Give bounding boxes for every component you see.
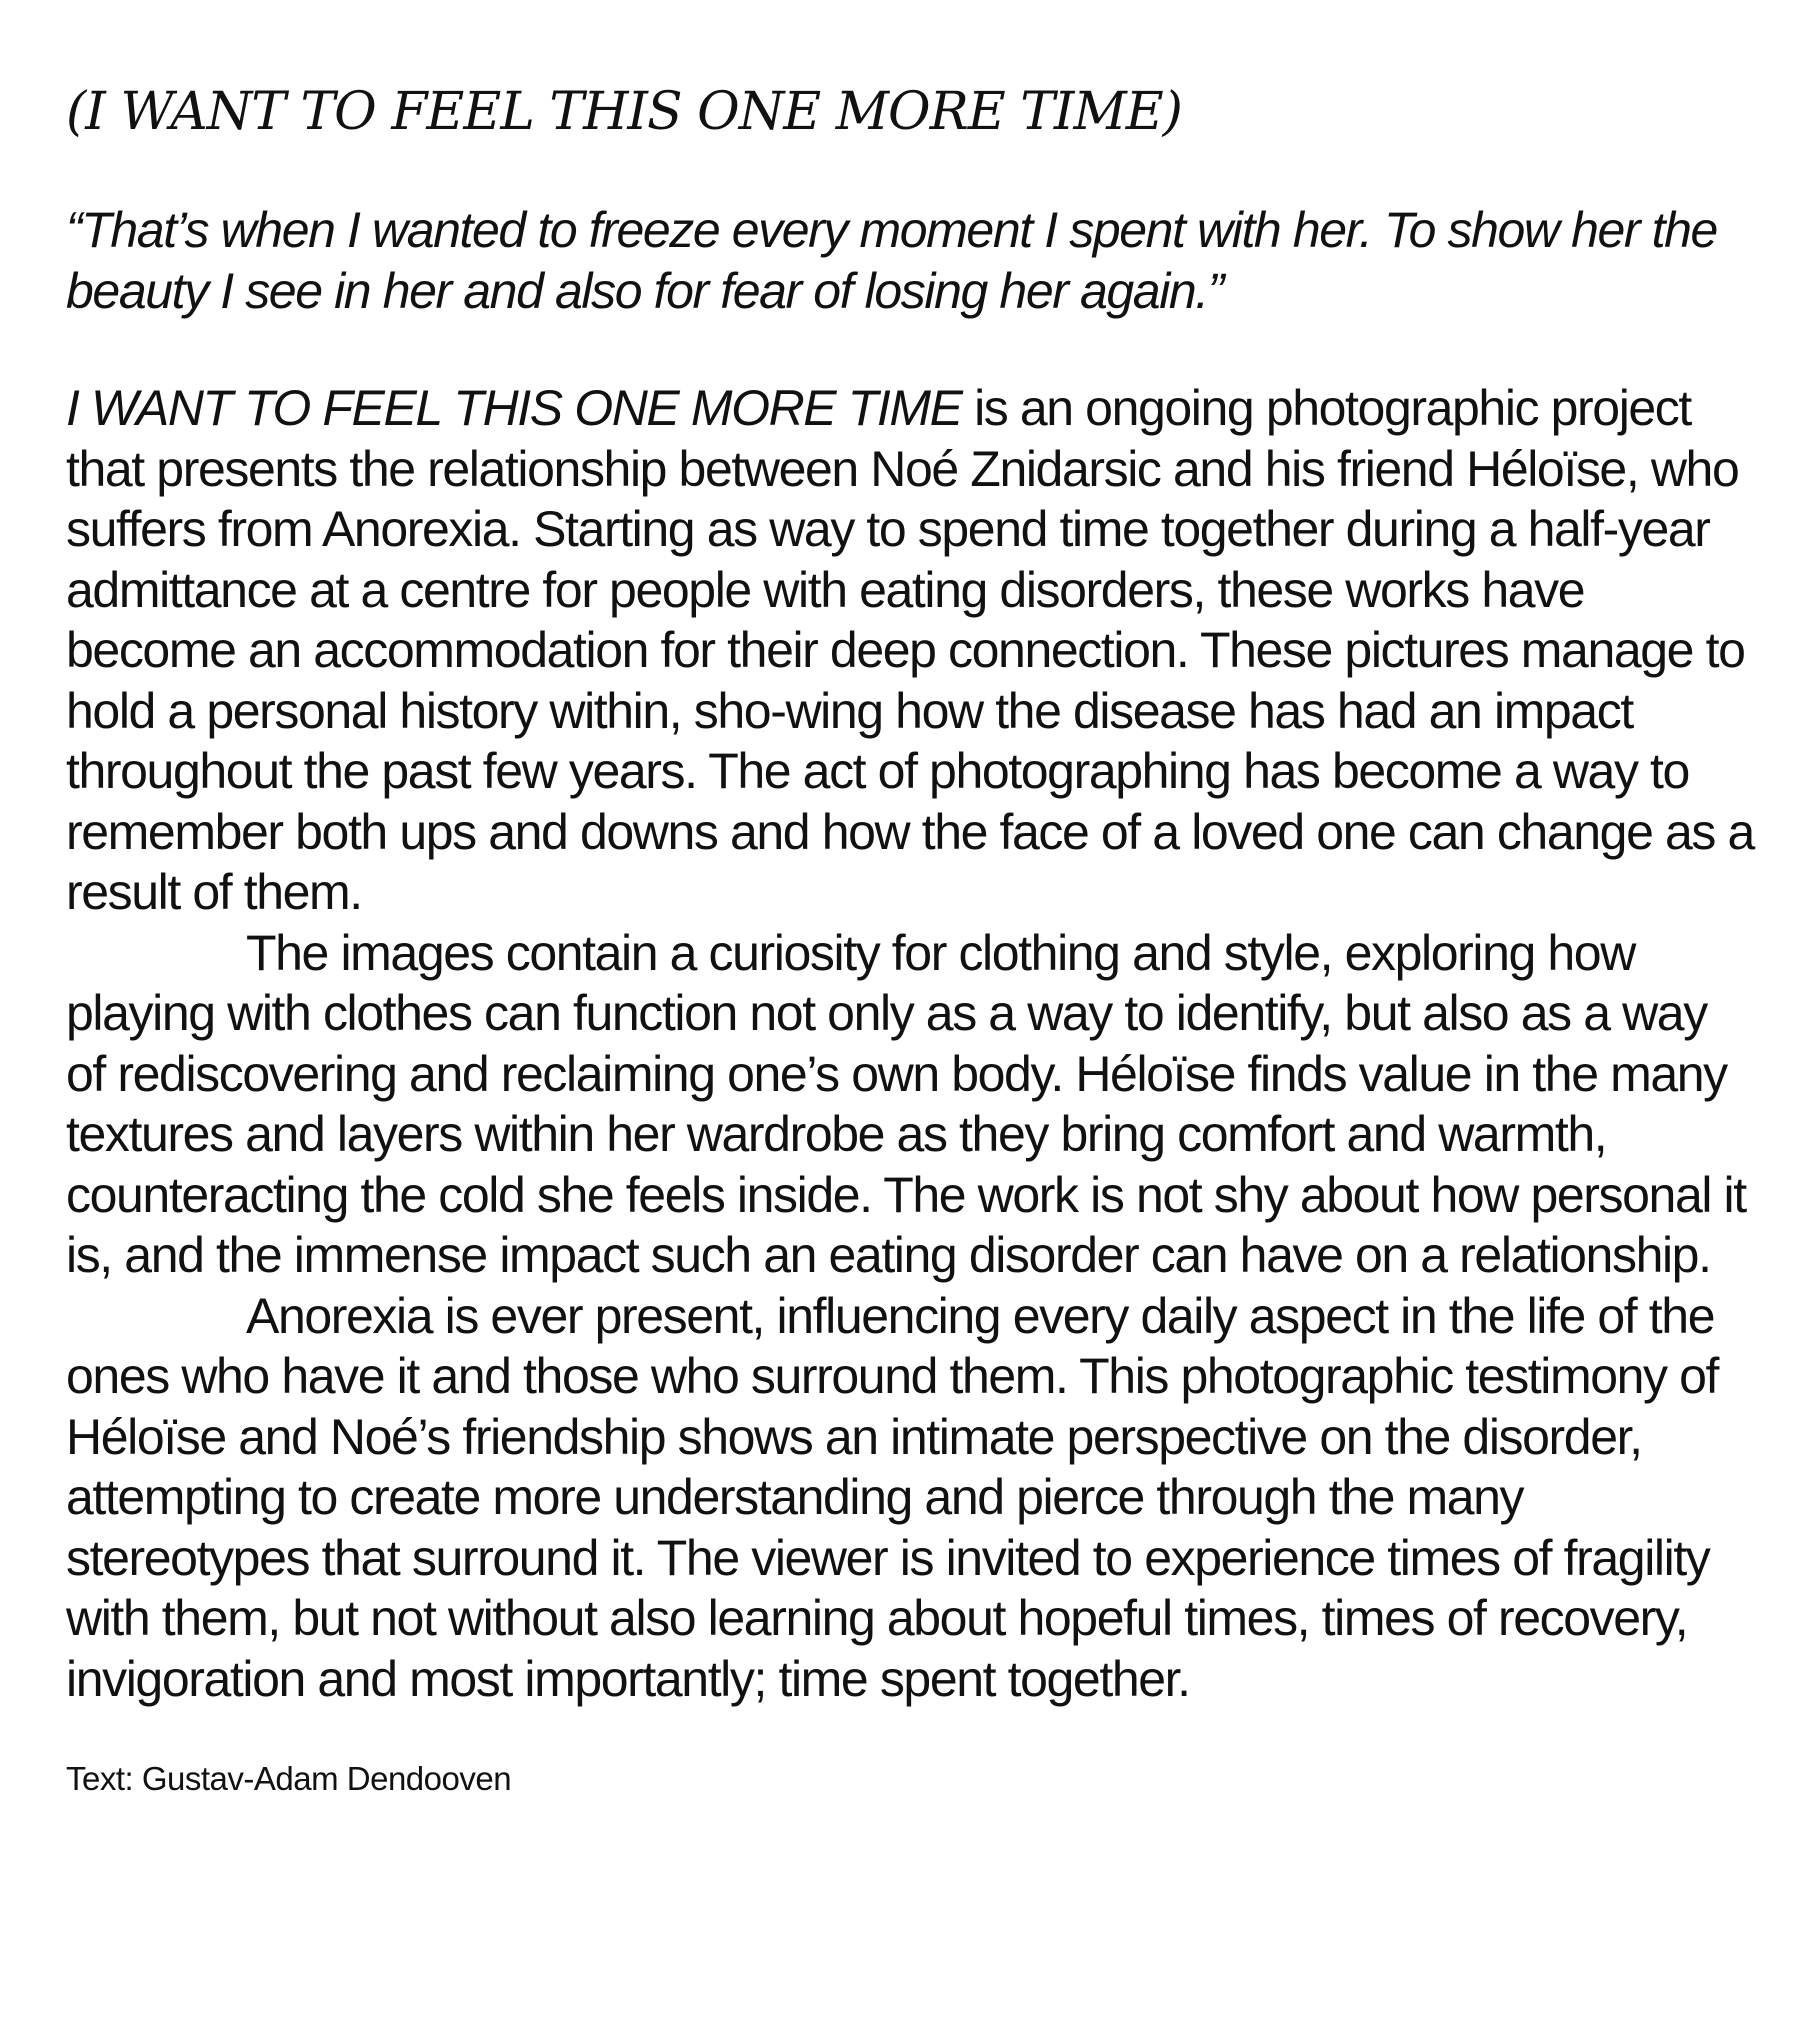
document-page [66, 80, 1766, 1799]
page-title: (I WANT TO FEEL THIS ONE MORE TIME) [66, 82, 1182, 142]
pull-quote: “That’s when I wanted to freeze every moment I spent with her. To show her the beauty I see in her and also for fear of losing her again.” [66, 202, 1717, 319]
text-credit: Text: Gustav-Adam Dendooven [66, 1760, 512, 1797]
body-paragraph-2: The images contain a curiosity for clothing and style, exploring how playing with clothes can function not only as a way to identify, but also as a way of rediscovering and reclaiming one’s own body. Héloïse finds value in the many textures and layers within her wardrobe as they bring comfort and warmth, counteracting the cold she feels inside. The work is not shy about how personal it is, and the immense impact such an eating disorder can have on a relationship. [66, 924, 1746, 1283]
body-paragraph-1-text: is an ongoing photographic project that presents the relationship between Noé Znidarsic and his friend Héloïse, who suffers from Anorexia. Starting as way to spend time together during a half-year admittance at a centre for people with eating disorders, these works have become an accommodation for their deep connection. These pictures manage to hold a personal history within, sho-wing how the disease has had an impact throughout the past few years. The act of photographing has become a way to remember both ups and downs and how the face of a loved one can change as a result of them. [66, 380, 1754, 920]
body-paragraph-1 [66, 378, 1756, 923]
project-title: I WANT TO FEEL THIS ONE MORE TIME [66, 380, 962, 436]
body-paragraph-3: Anorexia is ever present, influencing every daily aspect in the life of the ones who have it and those who surround them. This photographic testimony of Héloïse and Noé’s friendship shows an intimate perspective on the disorder, attempting to create more understanding and pierce through the many stereotypes that surround it. The viewer is invited to experience times of fragility with them, but not without also learning about hopeful times, times of recovery, invigoration and most importantly; time spent together. [66, 1287, 1719, 1707]
